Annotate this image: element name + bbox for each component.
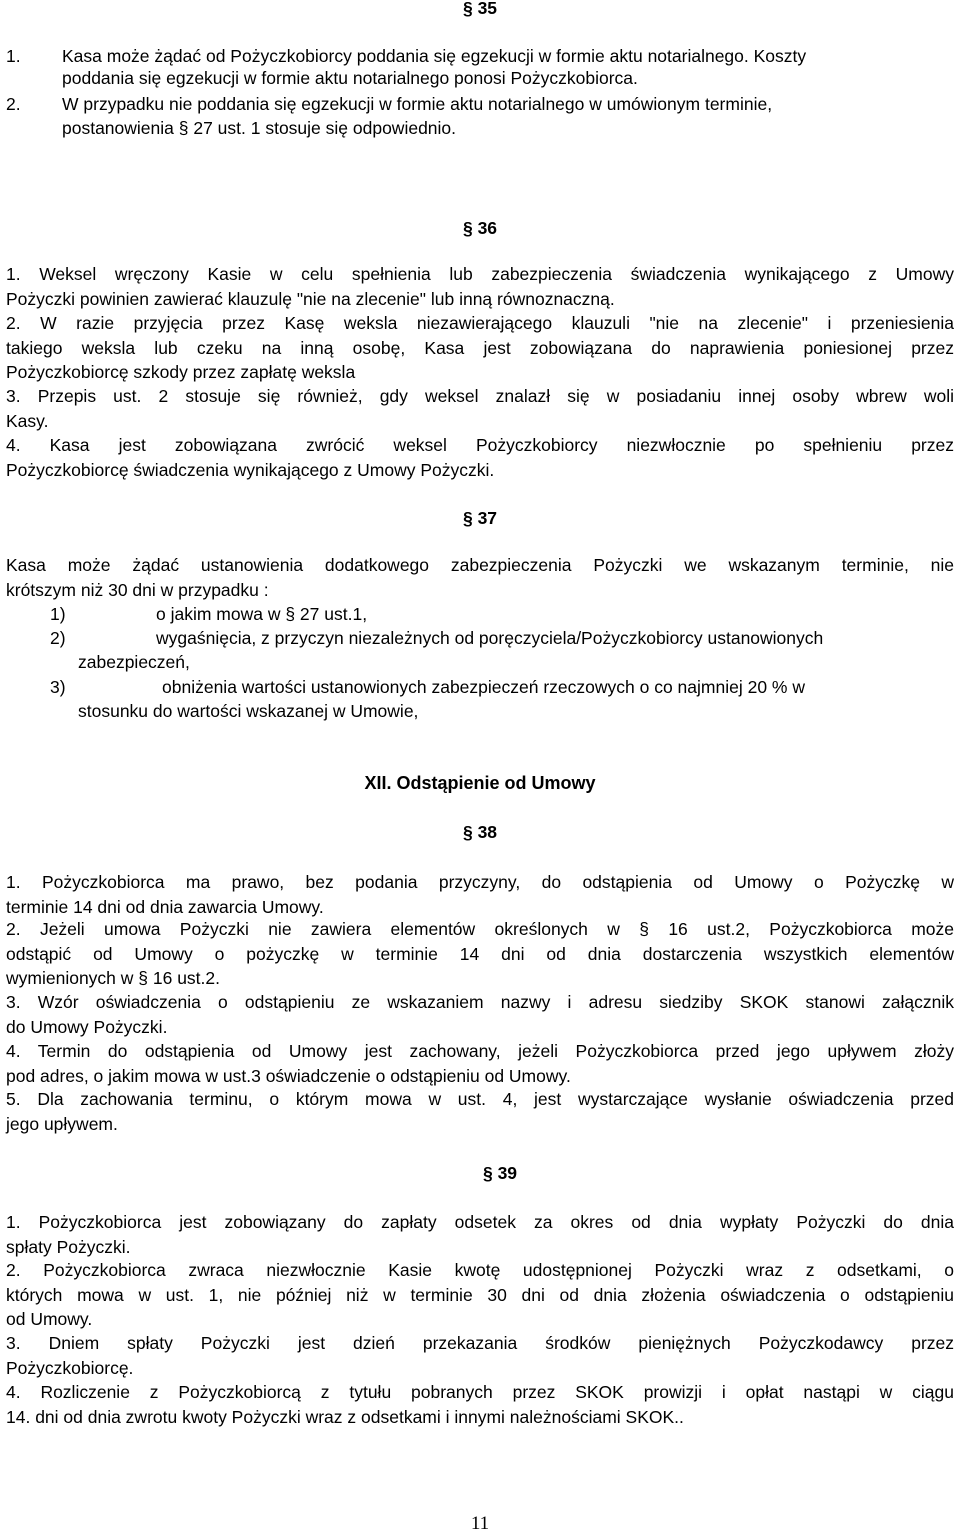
item-line: o jakim mowa w § 27 ust.1, <box>156 604 368 624</box>
item-line: obniżenia wartości ustanowionych zabezpieczeń rzeczowych o co najmniej 20 % w <box>162 677 805 697</box>
section-39-header: § 39 <box>482 1163 518 1183</box>
paragraph-line: 4. Rozliczenie z Pożyczkobiorcą z tytułu pobranych przez SKOK prowizji i opłat nastąpi w ciągu <box>6 1382 954 1402</box>
paragraph-line: jego upływem. <box>6 1113 118 1134</box>
paragraph-line: spłaty Pożyczki. <box>6 1236 131 1257</box>
item-line: wygaśnięcia, z przyczyn niezależnych od poręczyciela/Pożyczkobiorcy ustanowionych <box>156 628 824 648</box>
paragraph-line: krótszym niż 30 dni w przypadku : <box>6 579 269 600</box>
section-37-header: § 37 <box>462 508 498 528</box>
item-line: stosunku do wartości wskazanej w Umowie, <box>78 701 419 721</box>
s39-paragraph-3 <box>6 1331 956 1380</box>
item-label: 1) <box>50 604 66 624</box>
s35-item-2 <box>6 92 956 142</box>
s38-paragraph-5 <box>6 1087 956 1136</box>
s37-item-2 <box>50 626 950 676</box>
s36-paragraph-3 <box>6 384 956 433</box>
paragraph-line: 3. Przepis ust. 2 stosuje się również, gdy weksel znalazł się w posiadaniu innej osoby wbrew woli <box>6 386 954 406</box>
s37-item-1 <box>50 602 950 628</box>
s38-paragraph-1 <box>6 870 956 919</box>
s37-intro <box>6 553 956 602</box>
section-xii-title: XII. Odstąpienie od Umowy <box>364 773 596 793</box>
paragraph-line: 1. Pożyczkobiorca jest zobowiązany do zapłaty odsetek za okres od dnia wypłaty Pożyczki do dnia <box>6 1212 954 1232</box>
paragraph-line: Pożyczkobiorcę szkody przez zapłatę weksla <box>6 362 356 382</box>
paragraph-line: Pożyczkobiorcę świadczenia wynikającego z Umowy Pożyczki. <box>6 459 495 480</box>
paragraph-line: terminie 14 dni od dnia zawarcia Umowy. <box>6 896 324 917</box>
item-label: 2. <box>6 94 21 114</box>
paragraph-line: Kasa może żądać ustanowienia dodatkowego zabezpieczenia Pożyczki we wskazanym terminie, nie <box>6 555 954 575</box>
item-label: 2) <box>50 628 66 648</box>
item-label: 1. <box>6 46 21 66</box>
paragraph-line: wymienionych w § 16 ust.2. <box>6 968 220 988</box>
s36-paragraph-4 <box>6 433 956 482</box>
s36-paragraph-2 <box>6 311 956 385</box>
s38-paragraph-3 <box>6 990 956 1039</box>
paragraph-line: takiego weksla lub czeku na inną osobę, Kasa jest zobowiązana do naprawienia poniesionej przez <box>6 337 954 358</box>
s35-item-1 <box>6 44 956 94</box>
s39-paragraph-1 <box>6 1210 956 1259</box>
item-line: Kasa może żądać od Pożyczkobiorcy poddania się egzekucji w formie aktu notarialnego. Koszty <box>62 46 807 66</box>
item-line: postanowienia § 27 ust. 1 stosuje się odpowiednio. <box>62 118 457 138</box>
item-label: 3) <box>50 677 66 697</box>
s39-paragraph-4 <box>6 1380 956 1429</box>
paragraph-line: 2. Pożyczkobiorca zwraca niezwłocznie Kasie kwotę udostępnionej Pożyczki wraz z odsetkami, o <box>6 1260 954 1280</box>
s38-paragraph-4 <box>6 1039 956 1088</box>
section-38-header: § 38 <box>462 822 498 842</box>
section-35-header: § 35 <box>462 0 498 18</box>
paragraph-line: 2. Jeżeli umowa Pożyczki nie zawiera elementów określonych w § 16 ust.2, Pożyczkobiorca może <box>6 919 954 939</box>
paragraph-line: 5. Dla zachowania terminu, o którym mowa w ust. 4, jest wystarczające wysłanie oświadczenia przed <box>6 1089 954 1109</box>
page-number: 11 <box>470 1513 490 1534</box>
paragraph-line: 1. Weksel wręczony Kasie w celu spełnienia lub zabezpieczenia świadczenia wynikającego z Umowy <box>6 264 954 284</box>
paragraph-line: odstąpić od Umowy o pożyczkę w terminie 14 dni od dnia dostarczenia wszystkich elementów <box>6 943 954 964</box>
item-line: W przypadku nie poddania się egzekucji w formie aktu notarialnego w umówionym terminie, <box>62 94 773 114</box>
paragraph-line: pod adres, o jakim mowa w ust.3 oświadczenie o odstąpieniu od Umowy. <box>6 1065 571 1086</box>
paragraph-line: 4. Kasa jest zobowiązana zwrócić weksel Pożyczkobiorcy niezwłocznie po spełnieniu przez <box>6 435 954 455</box>
s36-paragraph-1 <box>6 262 956 311</box>
paragraph-line: 14. dni od dnia zwrotu kwoty Pożyczki wraz z odsetkami i innymi należnościami SKOK.. <box>6 1406 684 1427</box>
paragraph-line: Kasy. <box>6 410 49 431</box>
s39-paragraph-2 <box>6 1258 956 1332</box>
paragraph-line: Pożyczki powinien zawierać klauzulę "nie na zlecenie" lub inną równoznaczną. <box>6 288 615 309</box>
paragraph-line: od Umowy. <box>6 1309 93 1329</box>
s38-paragraph-2 <box>6 917 956 991</box>
s37-item-3 <box>50 675 950 725</box>
section-36-header: § 36 <box>462 218 498 238</box>
paragraph-line: 4. Termin do odstąpienia od Umowy jest zachowany, jeżeli Pożyczkobiorca przed jego upływem złoży <box>6 1041 954 1061</box>
paragraph-line: 2. W razie przyjęcia przez Kasę weksla niezawierającego klauzuli "nie na zlecenie" i przeniesienia <box>6 313 954 333</box>
item-line: zabezpieczeń, <box>78 652 190 672</box>
paragraph-line: Pożyczkobiorcę. <box>6 1357 134 1378</box>
paragraph-line: których mowa w ust. 1, nie później niż w terminie 30 dni od dnia złożenia oświadczenia o odstąpieniu <box>6 1284 954 1305</box>
paragraph-line: 1. Pożyczkobiorca ma prawo, bez podania przyczyny, do odstąpienia od Umowy o Pożyczkę w <box>6 872 954 892</box>
paragraph-line: do Umowy Pożyczki. <box>6 1016 168 1037</box>
paragraph-line: 3. Wzór oświadczenia o odstąpieniu ze wskazaniem nazwy i adresu siedziby SKOK stanowi załącznik <box>6 992 954 1012</box>
item-line: poddania się egzekucji w formie aktu notarialnego ponosi Pożyczkobiorca. <box>62 68 638 88</box>
paragraph-line: 3. Dniem spłaty Pożyczki jest dzień przekazania środków pieniężnych Pożyczkodawcy przez <box>6 1333 954 1353</box>
